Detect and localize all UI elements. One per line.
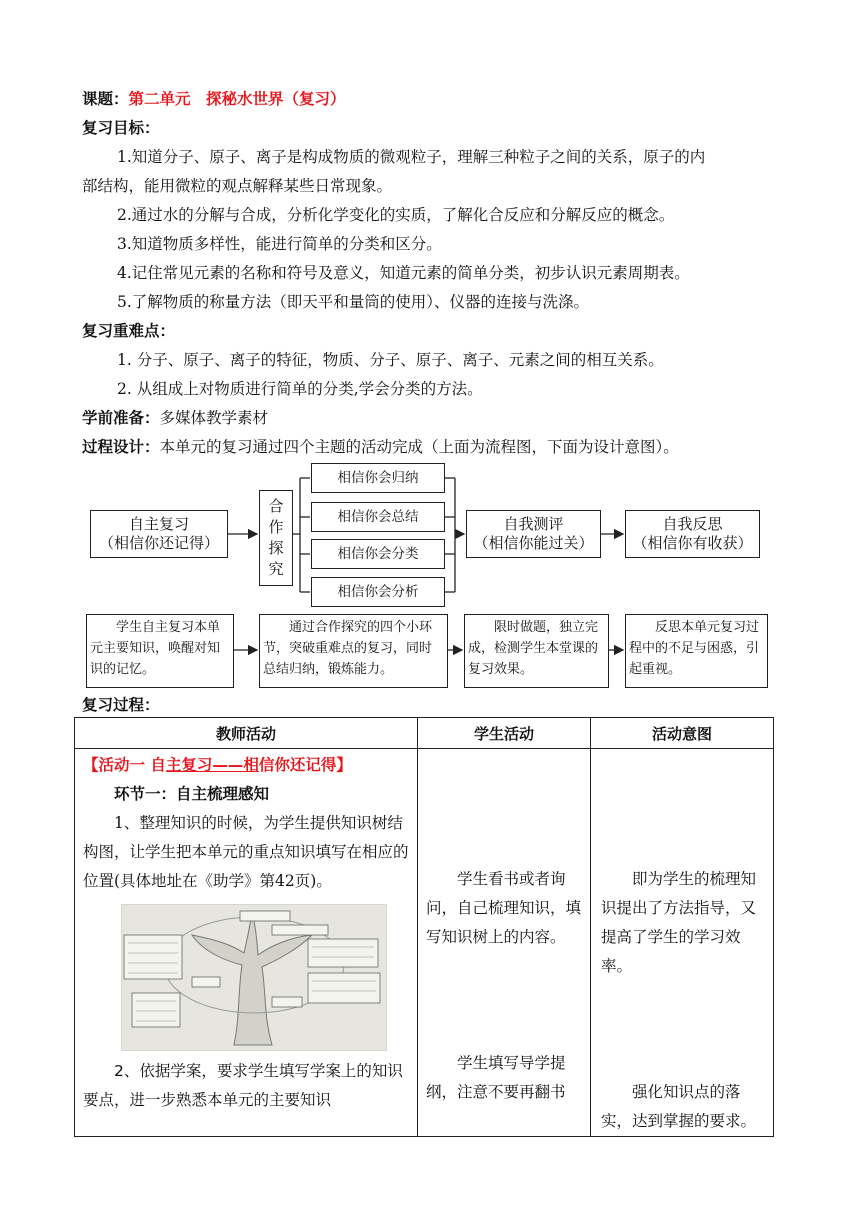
flow-branch-induce: 相信你会归纳 bbox=[311, 463, 445, 493]
intent-text: 即为学生的梳理知识提出了方法指导，又提高了学生的学习效率。 bbox=[601, 870, 757, 975]
goal-item: 1.知道分子、原子、离子是构成物质的微观粒子，理解三种粒子之间的关系，原子的内 bbox=[117, 148, 706, 166]
flow-box-self-review bbox=[90, 510, 228, 558]
design-text: 本单元的复习通过四个主题的活动完成（上面为流程图，下面为设计意图）。 bbox=[159, 438, 679, 456]
prep-label: 学前准备： bbox=[82, 409, 160, 427]
flow-box-subtitle: （相信你有收获） bbox=[632, 534, 753, 552]
title-label: 课题： bbox=[82, 90, 129, 108]
flow-branch-analyze: 相信你会分析 bbox=[311, 577, 445, 607]
intent-text: 强化知识点的落实，达到掌握的要求。 bbox=[601, 1083, 757, 1130]
activity-title-part: 主复习——相 bbox=[165, 756, 259, 774]
activity-title-part: 信你还记得】 bbox=[258, 756, 352, 774]
design-label: 过程设计： bbox=[82, 438, 160, 456]
process-heading: 复习过程： bbox=[82, 696, 160, 714]
knowledge-tree-icon bbox=[122, 905, 386, 1050]
flow-char: 探 bbox=[268, 539, 284, 557]
intent-cell bbox=[591, 749, 774, 1137]
teacher-para: 1、整理知识的时候，为学生提供知识树结构图，让学生把本单元的重点知识填写在相应的位置(具体地址在《助学》第42页)。 bbox=[83, 814, 409, 890]
flow-desc-4: 反思本单元复习过程中的不足与困惑，引起重视。 bbox=[625, 614, 768, 688]
flow-desc-1: 学生自主复习本单元主要知识，唤醒对知识的记忆。 bbox=[86, 614, 234, 688]
goal-item: 3.知道物质多样性，能进行简单的分类和区分。 bbox=[117, 235, 442, 253]
step-title: 环节一：自主梳理感知 bbox=[114, 785, 270, 803]
prep-text: 多媒体教学素材 bbox=[159, 409, 269, 427]
flow-box-subtitle: （相信你还记得） bbox=[98, 534, 219, 552]
flow-branch-summarize: 相信你会总结 bbox=[311, 502, 445, 532]
knowledge-tree-image bbox=[121, 904, 387, 1051]
teacher-cell bbox=[75, 749, 418, 1137]
student-cell bbox=[418, 749, 591, 1137]
flow-box-title: 自主复习 bbox=[128, 515, 189, 533]
key-point-item: 1. 分子、原子、离子的特征，物质、分子、原子、离子、元素之间的相互关系。 bbox=[117, 351, 664, 369]
flow-char: 究 bbox=[268, 560, 284, 578]
flow-branch-classify: 相信你会分类 bbox=[311, 539, 445, 569]
flow-desc-3: 限时做题，独立完成，检测学生本堂课的复习效果。 bbox=[464, 614, 609, 688]
table-header-row bbox=[75, 718, 774, 749]
goals-heading: 复习目标： bbox=[82, 119, 160, 137]
key-point-item: 2. 从组成上对物质进行简单的分类,学会分类的方法。 bbox=[117, 380, 483, 398]
goal-item: 4.记住常见元素的名称和符号及意义，知道元素的简单分类，初步认识元素周期表。 bbox=[117, 264, 690, 282]
student-text: 学生看书或者询问，自己梳理知识，填写知识树上的内容。 bbox=[426, 870, 582, 946]
goal-item: 部结构，能用微粒的观点解释某些日常现象。 bbox=[82, 177, 393, 195]
col-intent: 活动意图 bbox=[591, 718, 774, 749]
title-text: 第二单元 探秘水世界（复习） bbox=[128, 90, 346, 108]
flow-char: 作 bbox=[268, 518, 284, 536]
col-student: 学生活动 bbox=[418, 718, 591, 749]
activity-title bbox=[83, 751, 409, 780]
flow-desc-2: 通过合作探究的四个小环节，突破重难点的复习，同时总结归纳，锻炼能力。 bbox=[259, 614, 448, 688]
process-table bbox=[74, 717, 774, 1137]
flow-box-title: 自我反思 bbox=[662, 515, 723, 533]
flow-box-title: 自我测评 bbox=[503, 515, 564, 533]
activity-title-part: 【活动一 自 bbox=[83, 756, 166, 774]
flow-char: 合 bbox=[268, 497, 284, 515]
flow-box-subtitle: （相信你能过关） bbox=[473, 534, 594, 552]
flow-box-self-test bbox=[466, 510, 601, 558]
table-row bbox=[75, 749, 774, 1137]
goal-item: 2.通过水的分解与合成，分析化学变化的实质，了解化合反应和分解反应的概念。 bbox=[117, 206, 675, 224]
key-points-heading: 复习重难点： bbox=[82, 322, 176, 340]
flow-box-cooperation bbox=[259, 490, 293, 586]
goal-item: 5.了解物质的称量方法（即天平和量筒的使用）、仪器的连接与洗涤。 bbox=[117, 293, 590, 311]
flow-box-self-reflect bbox=[625, 510, 760, 558]
teacher-para: 2、依据学案，要求学生填写学案上的知识要点，进一步熟悉本单元的主要知识 bbox=[83, 1062, 403, 1109]
col-teacher: 教师活动 bbox=[75, 718, 418, 749]
student-text: 学生填写导学提纲，注意不要再翻书 bbox=[426, 1054, 566, 1101]
